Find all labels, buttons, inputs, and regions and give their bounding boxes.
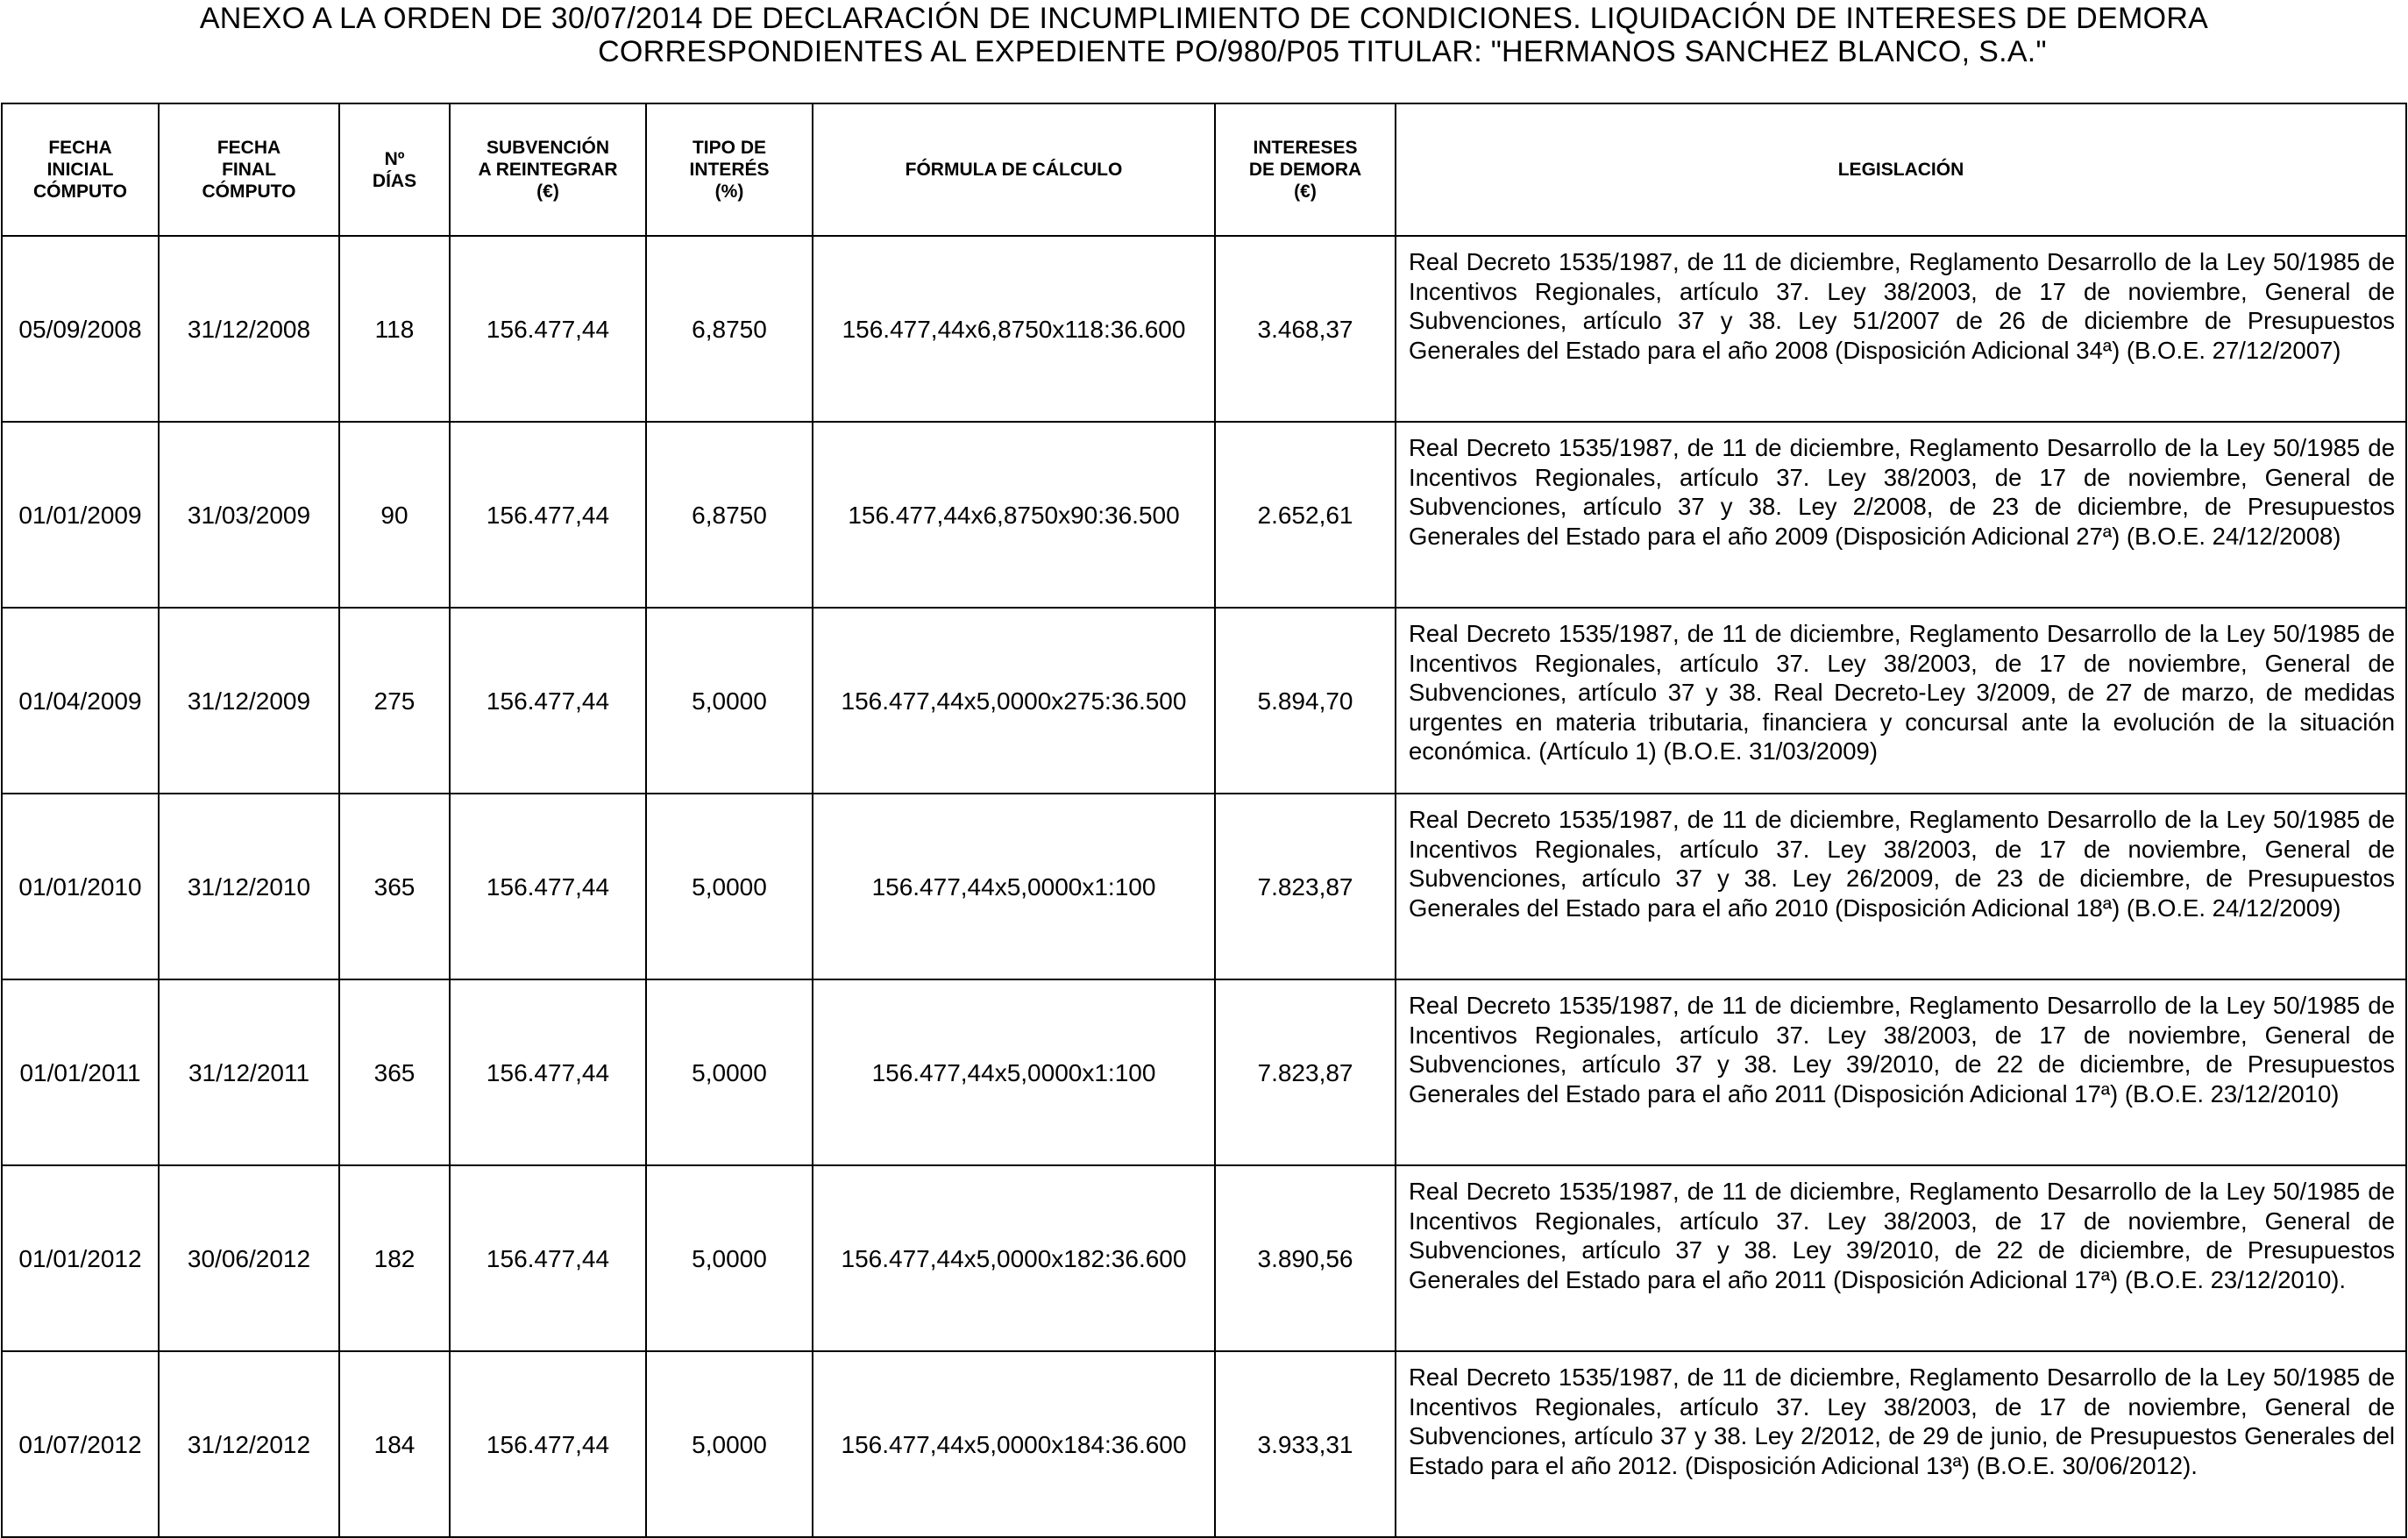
cell-tipo-interes: 5,0000 xyxy=(646,1351,813,1537)
cell-legislacion: Real Decreto 1535/1987, de 11 de diciembre, Reglamento Desarrollo de la Ley 50/1985 de Incentivos Regionales, artículo 37. Ley 38/2003, de 17 de noviembre, General de Subvenciones, artículo 37 y 38. Ley 39/2010, de 22 de diciembre, de Presupuestos Generales del Estado para el año 2011 (Disposición Adicional 17ª) (B.O.E. 23/12/2010). xyxy=(1396,1165,2406,1351)
header-fecha-final: FECHA FINAL CÓMPUTO xyxy=(159,103,339,236)
table-row xyxy=(2,1165,2406,1351)
header-tipo-interes: TIPO DE INTERÉS (%) xyxy=(646,103,813,236)
header-subvencion: SUBVENCIÓN A REINTEGRAR (€) xyxy=(450,103,646,236)
header-legislacion: LEGISLACIÓN xyxy=(1396,103,2406,236)
title-line-1: ANEXO A LA ORDEN DE 30/07/2014 DE DECLARACIÓN DE INCUMPLIMIENTO DE CONDICIONES. LIQUIDACIÓN DE INTERESES DE DEMORA xyxy=(199,2,2209,35)
cell-intereses: 3.933,31 xyxy=(1215,1351,1396,1537)
interest-table xyxy=(1,103,2407,1538)
cell-dias: 275 xyxy=(339,608,450,794)
cell-legislacion: Real Decreto 1535/1987, de 11 de diciembre, Reglamento Desarrollo de la Ley 50/1985 de Incentivos Regionales, artículo 37. Ley 38/2003, de 17 de noviembre, General de Subvenciones, artículo 37 y 38. Ley 2/2012, de 29 de junio, de Presupuestos Generales del Estado para el año 2012. (Disposición Adicional 13ª) (B.O.E. 30/06/2012). xyxy=(1396,1351,2406,1537)
cell-tipo-interes: 6,8750 xyxy=(646,236,813,422)
header-formula: FÓRMULA DE CÁLCULO xyxy=(813,103,1215,236)
cell-dias: 365 xyxy=(339,794,450,979)
cell-fecha-inicial: 01/07/2012 xyxy=(2,1351,159,1537)
cell-formula: 156.477,44x5,0000x184:36.600 xyxy=(813,1351,1215,1537)
cell-fecha-inicial: 05/09/2008 xyxy=(2,236,159,422)
cell-subvencion: 156.477,44 xyxy=(450,1351,646,1537)
table-row xyxy=(2,794,2406,979)
cell-legislacion: Real Decreto 1535/1987, de 11 de diciembre, Reglamento Desarrollo de la Ley 50/1985 de Incentivos Regionales, artículo 37. Ley 38/2003, de 17 de noviembre, General de Subvenciones, artículo 37 y 38. Ley 26/2009, de 23 de diciembre, de Presupuestos Generales del Estado para el año 2010 (Disposición Adicional 18ª) (B.O.E. 24/12/2009) xyxy=(1396,794,2406,979)
cell-fecha-inicial: 01/01/2011 xyxy=(2,979,159,1165)
cell-legislacion: Real Decreto 1535/1987, de 11 de diciembre, Reglamento Desarrollo de la Ley 50/1985 de Incentivos Regionales, artículo 37. Ley 38/2003, de 17 de noviembre, General de Subvenciones, artículo 37 y 38. Real Decreto-Ley 3/2009, de 27 de marzo, de medidas urgentes en materia tributaria, financiera y concursal ante la evolución de la situación económica. (Artículo 1) (B.O.E. 31/03/2009) xyxy=(1396,608,2406,794)
cell-fecha-inicial: 01/04/2009 xyxy=(2,608,159,794)
cell-fecha-final: 31/12/2012 xyxy=(159,1351,339,1537)
cell-intereses: 5.894,70 xyxy=(1215,608,1396,794)
cell-fecha-final: 31/12/2009 xyxy=(159,608,339,794)
cell-subvencion: 156.477,44 xyxy=(450,1165,646,1351)
header-dias: Nº DÍAS xyxy=(339,103,450,236)
cell-tipo-interes: 5,0000 xyxy=(646,794,813,979)
table-row xyxy=(2,236,2406,422)
cell-dias: 182 xyxy=(339,1165,450,1351)
header-intereses: INTERESES DE DEMORA (€) xyxy=(1215,103,1396,236)
cell-fecha-inicial: 01/01/2010 xyxy=(2,794,159,979)
cell-dias: 365 xyxy=(339,979,450,1165)
cell-intereses: 3.468,37 xyxy=(1215,236,1396,422)
cell-dias: 118 xyxy=(339,236,450,422)
cell-fecha-final: 30/06/2012 xyxy=(159,1165,339,1351)
cell-subvencion: 156.477,44 xyxy=(450,608,646,794)
cell-subvencion: 156.477,44 xyxy=(450,979,646,1165)
cell-tipo-interes: 5,0000 xyxy=(646,979,813,1165)
table-row xyxy=(2,1351,2406,1537)
cell-legislacion: Real Decreto 1535/1987, de 11 de diciembre, Reglamento Desarrollo de la Ley 50/1985 de Incentivos Regionales, artículo 37. Ley 38/2003, de 17 de noviembre, General de Subvenciones, artículo 37 y 38. Ley 39/2010, de 22 de diciembre, de Presupuestos Generales del Estado para el año 2011 (Disposición Adicional 17ª) (B.O.E. 23/12/2010) xyxy=(1396,979,2406,1165)
cell-formula: 156.477,44x6,8750x118:36.600 xyxy=(813,236,1215,422)
cell-legislacion: Real Decreto 1535/1987, de 11 de diciembre, Reglamento Desarrollo de la Ley 50/1985 de Incentivos Regionales, artículo 37. Ley 38/2003, de 17 de noviembre, General de Subvenciones, artículo 37 y 38. Ley 2/2008, de 23 de diciembre, de Presupuestos Generales del Estado para el año 2009 (Disposición Adicional 27ª) (B.O.E. 24/12/2008) xyxy=(1396,422,2406,608)
cell-intereses: 2.652,61 xyxy=(1215,422,1396,608)
title-line-2: CORRESPONDIENTES AL EXPEDIENTE PO/980/P05 TITULAR: "HERMANOS SANCHEZ BLANCO, S.A." xyxy=(598,35,2047,68)
cell-fecha-final: 31/03/2009 xyxy=(159,422,339,608)
cell-subvencion: 156.477,44 xyxy=(450,422,646,608)
table-row xyxy=(2,422,2406,608)
cell-tipo-interes: 5,0000 xyxy=(646,1165,813,1351)
cell-fecha-final: 31/12/2010 xyxy=(159,794,339,979)
cell-dias: 184 xyxy=(339,1351,450,1537)
table-header-row xyxy=(2,103,2406,236)
cell-formula: 156.477,44x5,0000x1:100 xyxy=(813,794,1215,979)
cell-formula: 156.477,44x5,0000x275:36.500 xyxy=(813,608,1215,794)
cell-fecha-inicial: 01/01/2012 xyxy=(2,1165,159,1351)
cell-intereses: 7.823,87 xyxy=(1215,979,1396,1165)
cell-tipo-interes: 6,8750 xyxy=(646,422,813,608)
cell-formula: 156.477,44x5,0000x1:100 xyxy=(813,979,1215,1165)
table-row xyxy=(2,979,2406,1165)
cell-tipo-interes: 5,0000 xyxy=(646,608,813,794)
document-title xyxy=(0,0,2408,68)
cell-fecha-final: 31/12/2011 xyxy=(159,979,339,1165)
cell-dias: 90 xyxy=(339,422,450,608)
cell-intereses: 3.890,56 xyxy=(1215,1165,1396,1351)
cell-subvencion: 156.477,44 xyxy=(450,794,646,979)
cell-formula: 156.477,44x5,0000x182:36.600 xyxy=(813,1165,1215,1351)
cell-fecha-inicial: 01/01/2009 xyxy=(2,422,159,608)
table-row xyxy=(2,608,2406,794)
cell-intereses: 7.823,87 xyxy=(1215,794,1396,979)
cell-formula: 156.477,44x6,8750x90:36.500 xyxy=(813,422,1215,608)
cell-subvencion: 156.477,44 xyxy=(450,236,646,422)
cell-fecha-final: 31/12/2008 xyxy=(159,236,339,422)
cell-legislacion: Real Decreto 1535/1987, de 11 de diciembre, Reglamento Desarrollo de la Ley 50/1985 de Incentivos Regionales, artículo 37. Ley 38/2003, de 17 de noviembre, General de Subvenciones, artículo 37 y 38. Ley 51/2007 de 26 de diciembre de Presupuestos Generales del Estado para el año 2008 (Disposición Adicional 34ª) (B.O.E. 27/12/2007) xyxy=(1396,236,2406,422)
header-fecha-inicial: FECHA INICIAL CÓMPUTO xyxy=(2,103,159,236)
